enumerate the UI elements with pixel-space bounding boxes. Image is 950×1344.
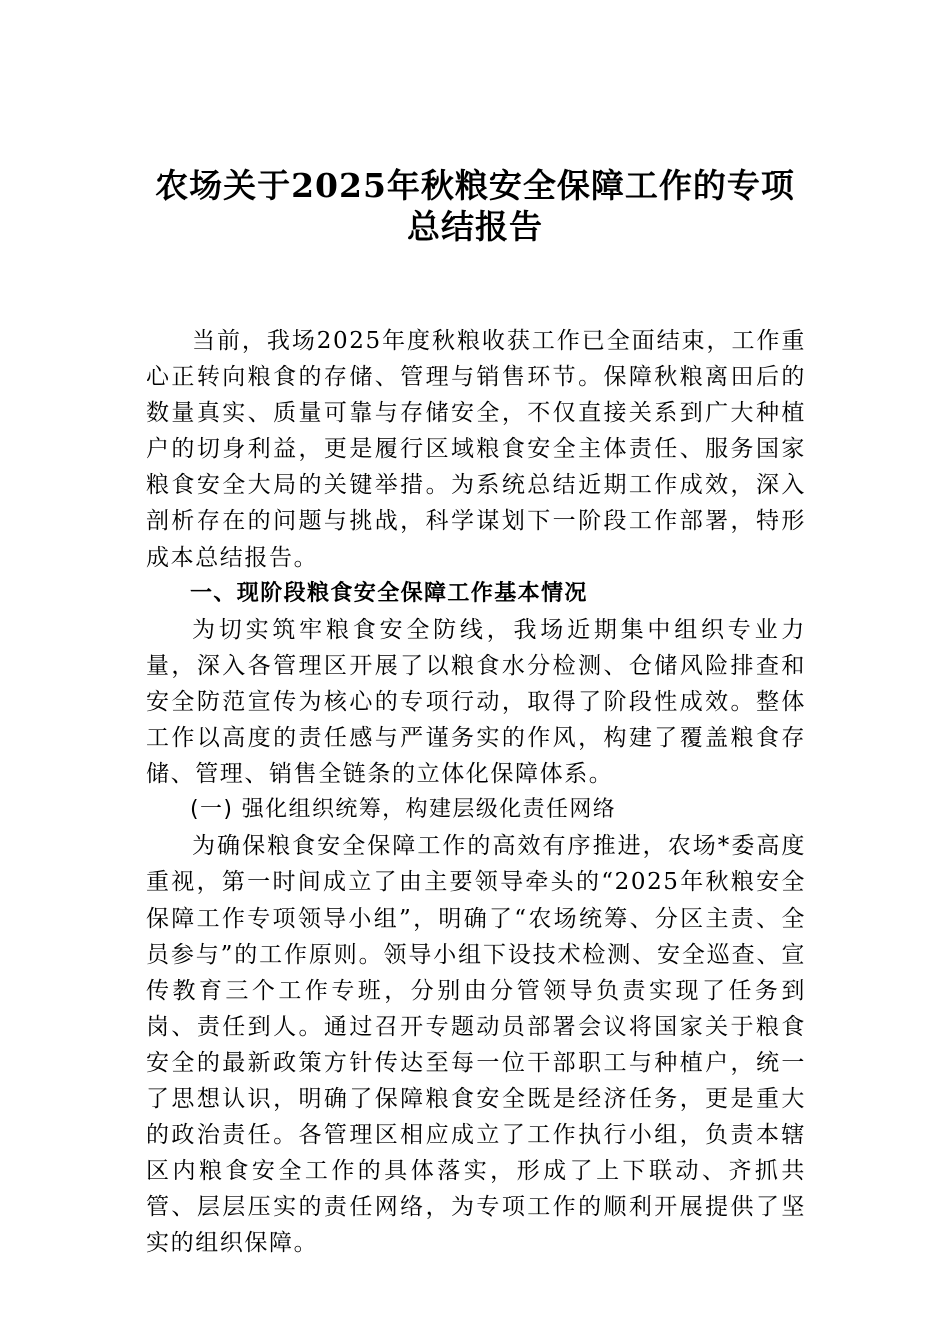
- subsection-paragraph: 为确保粮食安全保障工作的高效有序推进，农场*委高度重视，第一时间成立了由主要领导牵头的“2025年秋粮安全保障工作专项领导小组”，明确了“农场统筹、分区主责、全员参与”的工作原则。领导小组下设技术检测、安全巡查、宣传教育三个工作专班，分别由分管领导负责实现了任务到岗、责任到人。通过召开专题动员部署会议将国家关于粮食安全的最新政策方针传达至每一位干部职工与种植户，统一了思想认识，明确了保障粮食安全既是经济任务，更是重大的政治责任。各管理区相应成立了工作执行小组，负责本辖区内粮食安全工作的具体落实，形成了上下联动、齐抓共管、层层压实的责任网络，为专项工作的顺利开展提供了坚实的组织保障。: [146, 833, 806, 1257]
- subsection-heading: (一) 强化组织统筹，构建层级化责任网络: [190, 797, 617, 823]
- intro-paragraph: 当前，我场2025年度秋粮收获工作已全面结束，工作重心正转向粮食的存储、管理与销售环节。保障秋粮离田后的数量真实、质量可靠与存储安全，不仅直接关系到广大种植户的切身利益，更是履行区域粮食安全主体责任、服务国家粮食安全大局的关键举措。为系统总结近期工作成效，深入剖析存在的问题与挑战，科学谋划下一阶段工作部署，特形成本总结报告。: [146, 328, 806, 571]
- document-title-line-1: 农场关于2025年秋粮安全保障工作的专项: [155, 166, 795, 205]
- document-body: [146, 323, 806, 1261]
- section-paragraph: 为切实筑牢粮食安全防线，我场近期集中组织专业力量，深入各管理区开展了以粮食水分检测、仓储风险排查和安全防范宣传为核心的专项行动，取得了阶段性成效。整体工作以高度的责任感与严谨务实的作风，构建了覆盖粮食存储、管理、销售全链条的立体化保障体系。: [146, 616, 806, 788]
- section-heading: 一、现阶段粮食安全保障工作基本情况: [190, 580, 588, 606]
- document-title-line-2: 总结报告: [407, 207, 543, 246]
